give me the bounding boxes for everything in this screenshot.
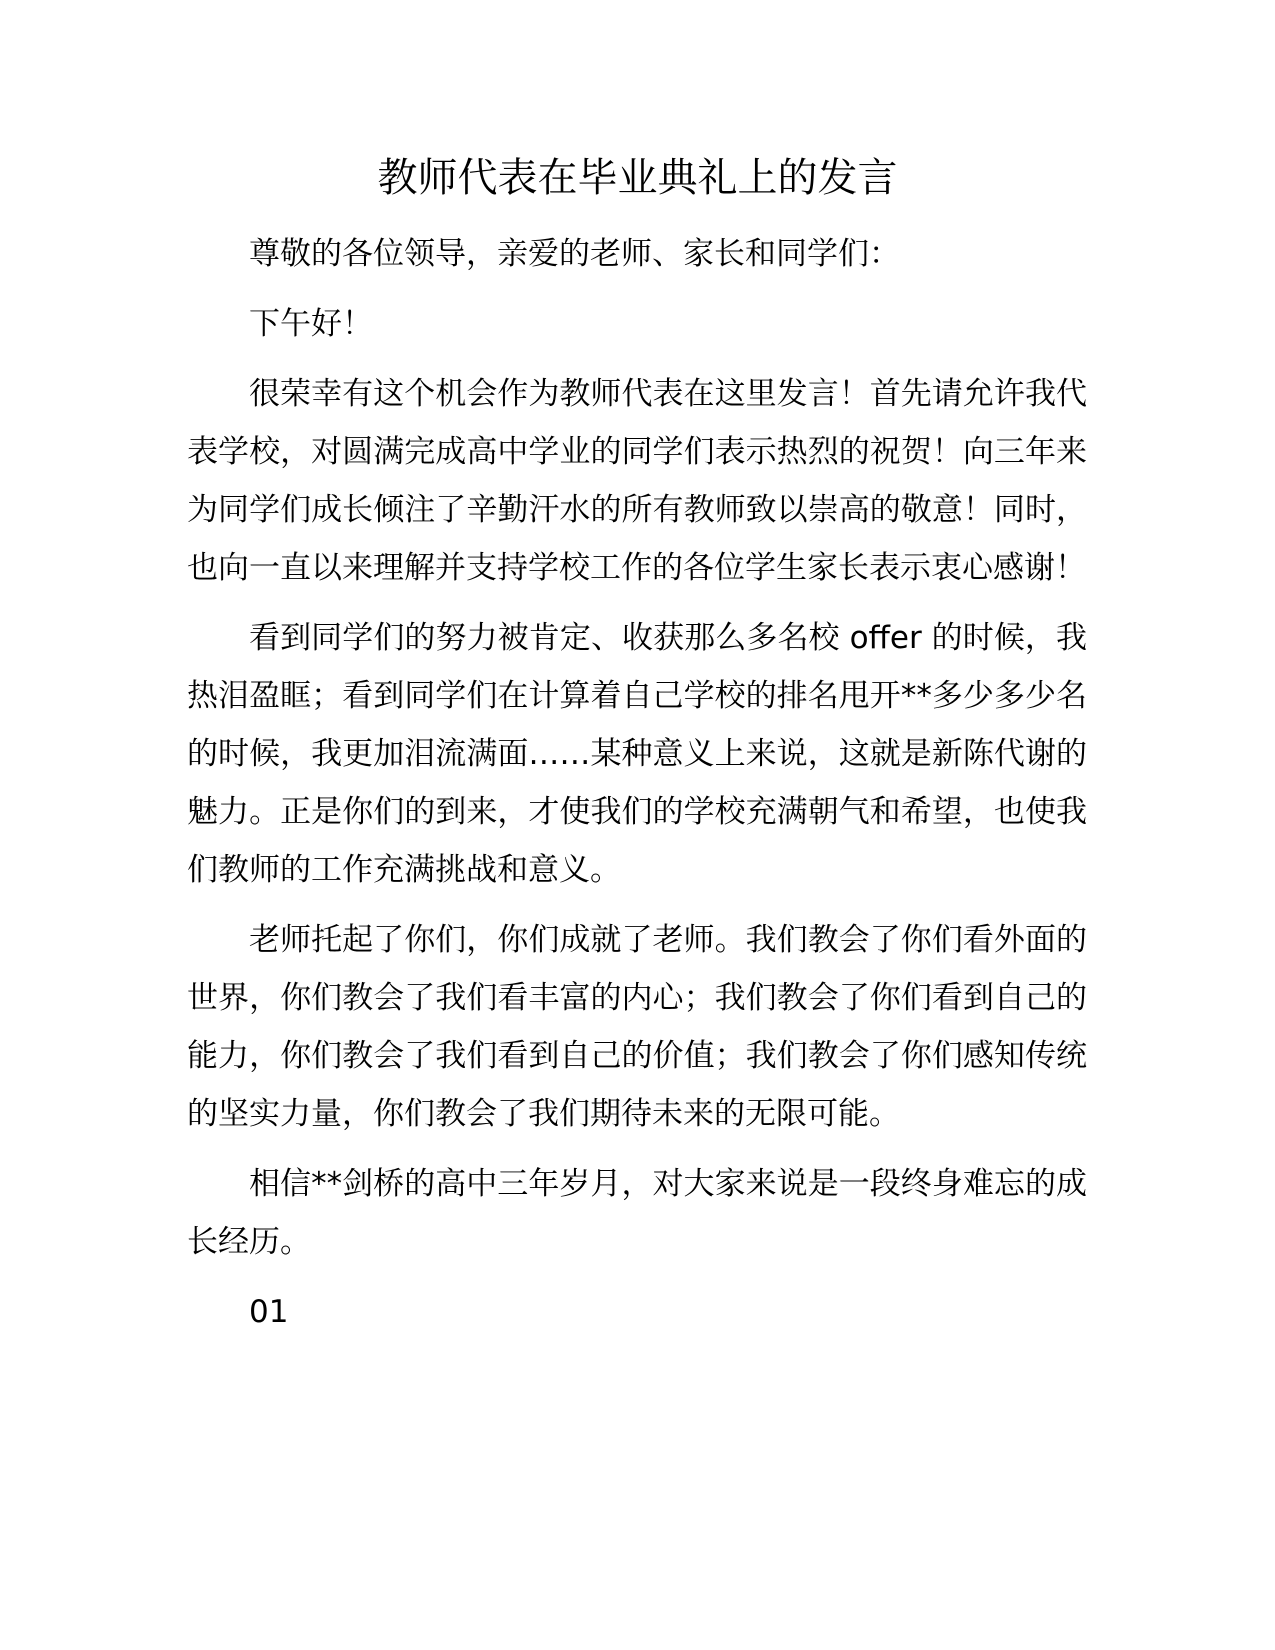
section-number: 01 <box>249 1294 289 1330</box>
body-paragraph: 看到同学们的努力被肯定、收获那么多名校 offer 的时候，我热泪盈眶；看到同学们在计算着自己学校的排名甩开**多少多少名的时候，我更加泪流满面……某种意义上来说，这就是新陈代谢的魅力。正是你们的到来，才使我们的学校充满朝气和希望，也使我们教师的工作充满挑战和意义。 <box>187 620 1087 888</box>
greeting-paragraph: 下午好！ <box>249 306 373 342</box>
document-body <box>187 225 1087 1353</box>
body-paragraph: 相信**剑桥的高中三年岁月，对大家来说是一段终身难忘的成长经历。 <box>187 1166 1087 1260</box>
body-paragraph: 很荣幸有这个机会作为教师代表在这里发言！首先请允许我代表学校，对圆满完成高中学业的同学们表示热烈的祝贺！向三年来为同学们成长倾注了辛勤汗水的所有教师致以崇高的敬意！同时，也向一直以来理解并支持学校工作的各位学生家长表示衷心感谢！ <box>187 376 1087 586</box>
document-title: 教师代表在毕业典礼上的发言 <box>377 155 898 201</box>
salutation-paragraph: 尊敬的各位领导，亲爱的老师、家长和同学们： <box>249 236 900 272</box>
body-paragraph: 老师托起了你们，你们成就了老师。我们教会了你们看外面的世界，你们教会了我们看丰富的内心；我们教会了你们看到自己的能力，你们教会了我们看到自己的价值；我们教会了你们感知传统的坚实力量，你们教会了我们期待未来的无限可能。 <box>187 922 1087 1132</box>
